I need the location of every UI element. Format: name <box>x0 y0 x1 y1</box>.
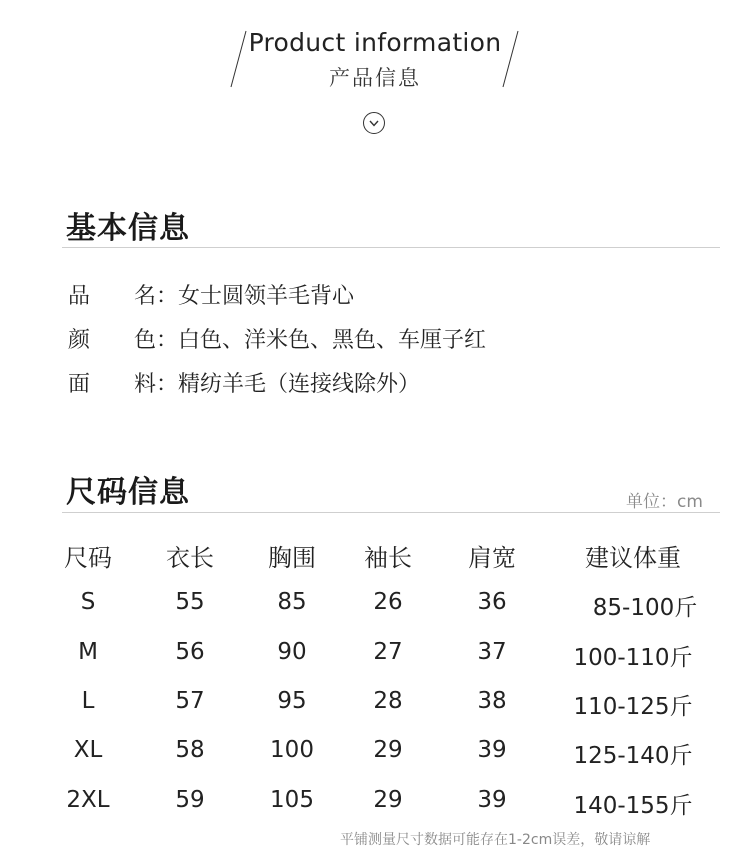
info-label-char: 料 <box>133 372 156 397</box>
size-header-cell: 袖长 <box>364 544 412 572</box>
size-cell: 39 <box>477 787 507 813</box>
info-label-char: 名 <box>133 284 156 309</box>
info-row-fabric <box>68 367 486 411</box>
size-cell: 29 <box>373 737 403 763</box>
info-label-char: 色 <box>133 328 156 353</box>
size-cell: 100 <box>270 737 314 763</box>
size-cell: 2XL <box>66 787 110 813</box>
size-cell: 38 <box>477 688 507 714</box>
header-title-cn: 产品信息 <box>329 66 421 90</box>
size-cell: 56 <box>175 639 205 665</box>
info-colon: ： <box>156 328 179 353</box>
chevron-down-icon <box>363 112 385 134</box>
size-cell: 55 <box>175 589 205 615</box>
header-title-en: Product information <box>248 28 502 57</box>
size-header-cell: 衣长 <box>166 544 214 572</box>
size-cell: L <box>81 688 95 714</box>
size-info-title: 尺码信息 <box>66 475 190 510</box>
size-cell: 105 <box>270 787 314 813</box>
basic-info-list <box>68 279 486 411</box>
size-cell: 27 <box>373 639 403 665</box>
size-cell: 125-140斤 <box>573 743 693 769</box>
size-cell: 59 <box>175 787 205 813</box>
size-cell: XL <box>73 737 103 763</box>
basic-info-title: 基本信息 <box>66 211 190 246</box>
size-cell: 95 <box>277 688 307 714</box>
size-header-cell: 肩宽 <box>468 544 516 572</box>
info-row-name <box>68 279 486 323</box>
size-cell: 100-110斤 <box>573 645 693 671</box>
size-unit-label: 单位：cm <box>626 492 703 512</box>
size-header-cell: 建议体重 <box>585 544 681 572</box>
size-cell: 28 <box>373 688 403 714</box>
info-label-char: 颜 <box>68 328 91 353</box>
size-cell: 85-100斤 <box>592 595 698 621</box>
info-row-color <box>68 323 486 367</box>
size-cell: 110-125斤 <box>573 694 693 720</box>
size-cell: 90 <box>277 639 307 665</box>
size-cell: S <box>80 589 96 615</box>
size-cell: 85 <box>277 589 307 615</box>
size-info-divider <box>62 512 720 513</box>
info-label-char: 面 <box>68 372 91 397</box>
size-cell: 26 <box>373 589 403 615</box>
size-cell: 58 <box>175 737 205 763</box>
info-value-fabric: 精纺羊毛（连接线除外） <box>178 372 421 397</box>
size-cell: 37 <box>477 639 507 665</box>
size-cell: 29 <box>373 787 403 813</box>
basic-info-divider <box>62 247 720 248</box>
info-colon: ： <box>156 372 179 397</box>
info-value-name: 女士圆领羊毛背心 <box>178 284 355 309</box>
size-header-cell: 胸围 <box>268 544 316 572</box>
size-cell: 57 <box>175 688 205 714</box>
measurement-note: 平铺测量尺寸数据可能存在1-2cm误差，敬请谅解 <box>340 832 651 848</box>
info-label-char: 品 <box>68 284 91 309</box>
size-header-cell: 尺码 <box>64 544 112 572</box>
info-colon: ： <box>156 284 179 309</box>
size-cell: 39 <box>477 737 507 763</box>
size-cell: 36 <box>477 589 507 615</box>
info-value-color: 白色、洋米色、黑色、车厘子红 <box>178 328 487 353</box>
size-cell: M <box>78 639 98 665</box>
size-cell: 140-155斤 <box>573 793 693 819</box>
